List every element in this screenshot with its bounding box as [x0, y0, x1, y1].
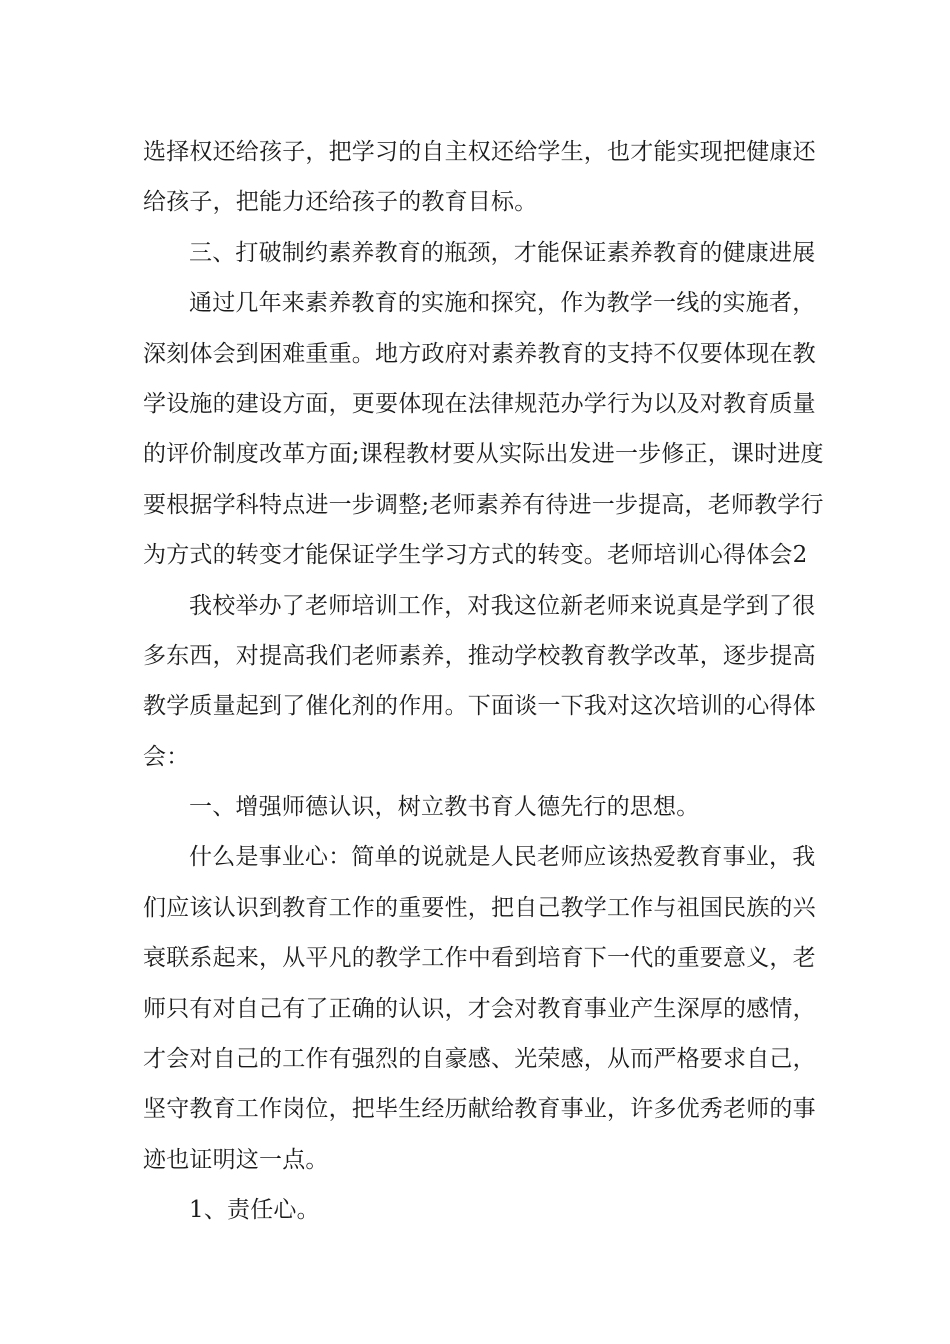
text-line: 多东西，对提高我们老师素养，推动学校教育教学改革，逐步提高 [143, 642, 816, 669]
text-line: 1、责任心。 [189, 1197, 320, 1224]
paragraph [143, 782, 808, 832]
text-line: 迹也证明这一点。 [143, 1146, 329, 1173]
text-line: 什么是事业心：简单的说就是人民老师应该热爱教育事业，我 [189, 844, 816, 871]
text-line: 会： [143, 743, 190, 770]
text-line: 我校举办了老师培训工作，对我这位新老师来说真是学到了很 [189, 592, 816, 619]
text-line: 一、增强师德认识，树立教书育人德先行的思想。 [189, 794, 700, 821]
paragraph [143, 278, 824, 580]
text-line: 教学质量起到了催化剂的作用。下面谈一下我对这次培训的心得体 [143, 693, 816, 720]
paragraph [143, 127, 816, 228]
paragraph [143, 581, 816, 783]
paragraph [143, 1185, 808, 1235]
text-line: 为方式的转变才能保证学生学习方式的转变。老师培训心得体会2 [143, 542, 808, 569]
text-line: 要根据学科特点进一步调整;老师素养有待进一步提高，老师教学行 [143, 491, 824, 518]
text-line: 给孩子，把能力还给孩子的教育目标。 [143, 189, 538, 216]
text-line: 选择权还给孩子，把学习的自主权还给学生，也才能实现把健康还 [143, 139, 816, 165]
text-line: 通过几年来素养教育的实施和探究，作为教学一线的实施者， [189, 290, 816, 317]
document-body [143, 127, 824, 1236]
paragraph [143, 832, 816, 1185]
text-line: 的评价制度改革方面;课程教材要从实际出发进一步修正，课时进度 [143, 441, 824, 468]
text-line: 三、打破制约素养教育的瓶颈，才能保证素养教育的健康进展 [189, 239, 816, 266]
text-line: 们应该认识到教育工作的重要性，把自己教学工作与祖国民族的兴 [143, 894, 816, 921]
text-line: 才会对自己的工作有强烈的自豪感、光荣感，从而严格要求自己， [143, 1046, 816, 1073]
text-line: 师只有对自己有了正确的认识，才会对教育事业产生深厚的感情， [143, 995, 816, 1022]
paragraph [143, 228, 816, 278]
text-line: 坚守教育工作岗位，把毕生经历献给教育事业，许多优秀老师的事 [143, 1096, 816, 1123]
text-line: 深刻体会到困难重重。地方政府对素养教育的支持不仅要体现在教 [143, 340, 816, 367]
text-line: 学设施的建设方面，更要体现在法律规范办学行为以及对教育质量 [143, 390, 816, 417]
text-line: 衰联系起来，从平凡的教学工作中看到培育下一代的重要意义，老 [143, 945, 816, 972]
